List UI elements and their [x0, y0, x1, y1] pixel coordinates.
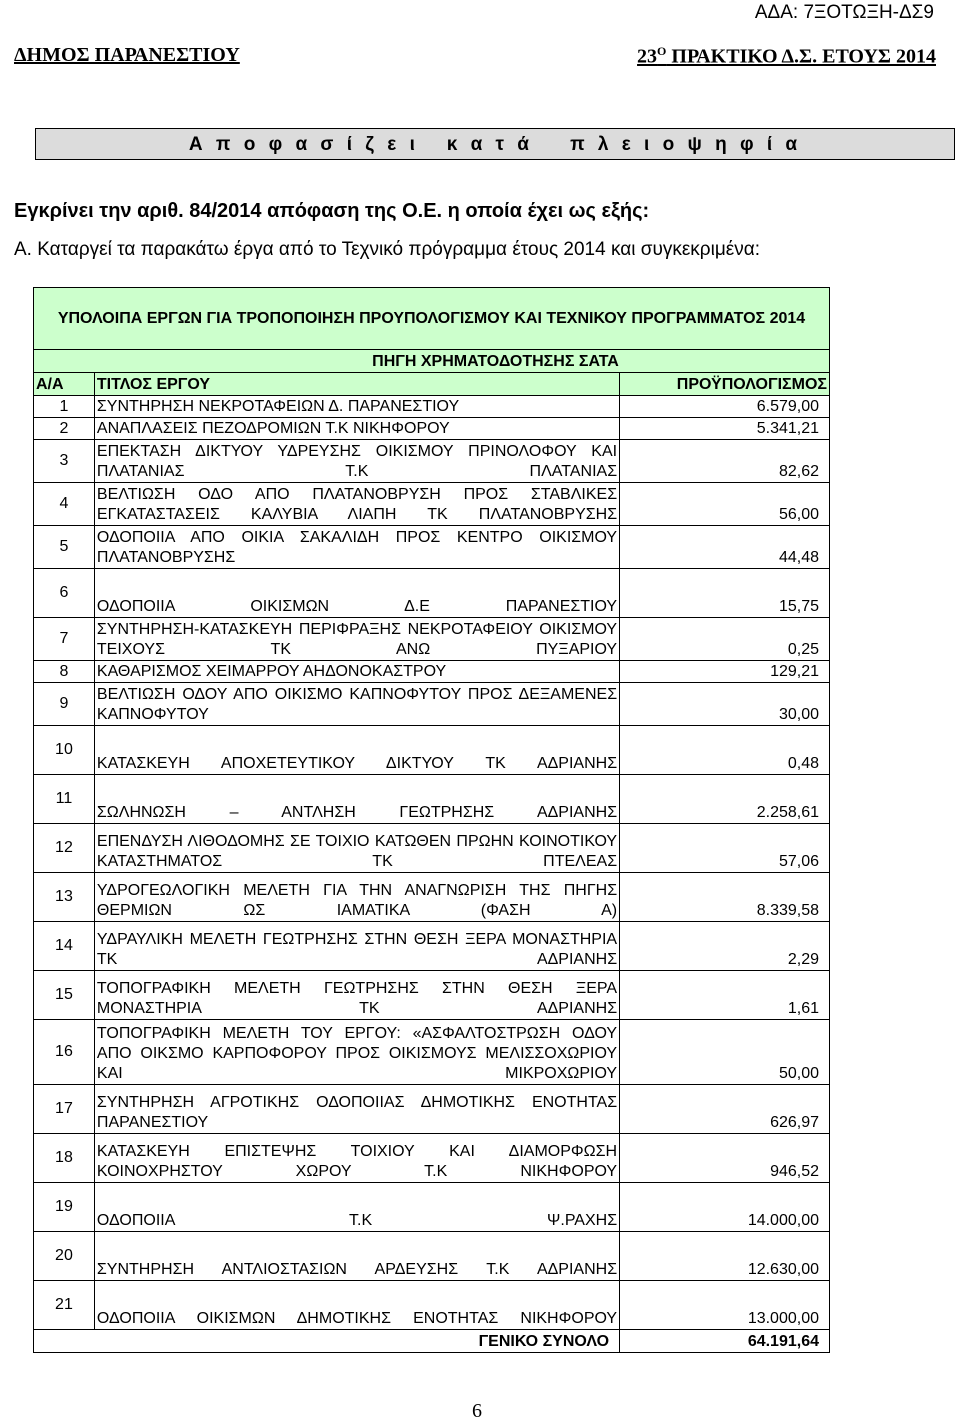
- project-budget: 5.341,21: [620, 418, 830, 440]
- project-title: ΕΠΕΚΤΑΣΗ ΔΙΚΤΥΟΥ ΥΔΡΕΥΣΗΣ ΟΙΚΙΣΜΟΥ ΠΡΙΝΟΛΟΦΟΥ ΚΑΙ ΠΛΑΤΑΝΙΑΣ Τ.Κ ΠΛΑΤΑΝΙΑΣ: [94, 440, 619, 483]
- table-row: [34, 1085, 830, 1134]
- minutes-header: [637, 44, 936, 69]
- project-title: ΚΑΤΑΣΚΕΥΗ ΑΠΟΧΕΤΕΥΤΙΚΟΥ ΔΙΚΤΥΟΥ ΤΚ ΑΔΡΙΑΝΗΣ: [94, 726, 619, 775]
- row-number: 16: [34, 1020, 95, 1085]
- project-title: ΟΔΟΠΟΙΙΑ ΟΙΚΙΣΜΩΝ ΔΗΜΟΤΙΚΗΣ ΕΝΟΤΗΤΑΣ ΝΙΚΗΦΟΡΟΥ: [94, 1281, 619, 1330]
- project-budget: 44,48: [620, 526, 830, 569]
- project-budget: 15,75: [620, 569, 830, 618]
- row-number: 17: [34, 1085, 95, 1134]
- table-row: [34, 1232, 830, 1281]
- column-header-title: ΤΙΤΛΟΣ ΕΡΓΟΥ: [94, 373, 619, 396]
- row-number: 20: [34, 1232, 95, 1281]
- total-amount: 64.191,64: [620, 1330, 830, 1353]
- table-row: [34, 1281, 830, 1330]
- project-title: ΣΥΝΤΗΡΗΣΗ ΑΓΡΟΤΙΚΗΣ ΟΔΟΠΟΙΙΑΣ ΔΗΜΟΤΙΚΗΣ ΕΝΟΤΗΤΑΣ ΠΑΡΑΝΕΣΤΙΟΥ: [94, 1085, 619, 1134]
- project-title: ΒΕΛΤΙΩΣΗ ΟΔΟ ΑΠΟ ΠΛΑΤΑΝΟΒΡΥΣΗ ΠΡΟΣ ΣΤΑΒΛΙΚΕΣ ΕΓΚΑΤΑΣΤΑΣΕΙΣ ΚΑΛΥΒΙΑ ΛΙΑΠΗ ΤΚ ΠΛΑΤΑΝΟΒΡΥΣΗΣ: [94, 483, 619, 526]
- table-title: ΥΠΟΛΟΙΠΑ ΕΡΓΩΝ ΓΙΑ ΤΡΟΠΟΠΟΙΗΣΗ ΠΡΟΥΠΟΛΟΓΙΣΜΟΥ ΚΑΙ ΤΕΧΝΙΚΟΥ ΠΡΟΓΡΑΜΜΑΤΟΣ 2014: [34, 288, 830, 350]
- table-row: [34, 661, 830, 683]
- project-budget: 50,00: [620, 1020, 830, 1085]
- project-title: ΣΥΝΤΗΡΗΣΗ ΝΕΚΡΟΤΑΦΕΙΩΝ Δ. ΠΑΡΑΝΕΣΤΙΟΥ: [94, 396, 619, 418]
- table-row: [34, 726, 830, 775]
- project-title: ΚΑΤΑΣΚΕΥΗ ΕΠΙΣΤΕΨΗΣ ΤΟΙΧΙΟΥ ΚΑΙ ΔΙΑΜΟΡΦΩΣΗ ΚΟΙΝΟΧΡΗΣΤΟΥ ΧΩΡΟΥ Τ.Κ ΝΙΚΗΦΟΡΟΥ: [94, 1134, 619, 1183]
- project-budget: 30,00: [620, 683, 830, 726]
- municipality-header: ΔΗΜΟΣ ΠΑΡΑΝΕΣΤΙΟΥ: [14, 44, 240, 66]
- cancel-text: Α. Καταργεί τα παρακάτω έργα από το Τεχνικό πρόγραμμα έτους 2014 και συγκεκριμένα:: [14, 239, 761, 260]
- minutes-number: 23: [637, 45, 658, 68]
- project-title: ΣΩΛΗΝΩΣΗ – ΑΝΤΛΗΣΗ ΓΕΩΤΡΗΣΗΣ ΑΔΡΙΑΝΗΣ: [94, 775, 619, 824]
- table-row: [34, 775, 830, 824]
- project-budget: 82,62: [620, 440, 830, 483]
- row-number: 3: [34, 440, 95, 483]
- table-row: [34, 873, 830, 922]
- project-budget: 626,97: [620, 1085, 830, 1134]
- table-row: [34, 971, 830, 1020]
- table-row: [34, 1134, 830, 1183]
- table-row: [34, 618, 830, 661]
- minutes-title: ΠΡΑΚΤΙΚΟ Δ.Σ. ΕΤΟΥΣ 2014: [666, 45, 936, 68]
- table-row: [34, 483, 830, 526]
- project-budget: 13.000,00: [620, 1281, 830, 1330]
- project-budget: 1,61: [620, 971, 830, 1020]
- project-title: ΣΥΝΤΗΡΗΣΗ-ΚΑΤΑΣΚΕΥΗ ΠΕΡΙΦΡΑΞΗΣ ΝΕΚΡΟΤΑΦΕΙΟΥ ΟΙΚΙΣΜΟΥ ΤΕΙΧΟΥΣ ΤΚ ΑΝΩ ΠΥΞΑΡΙΟΥ: [94, 618, 619, 661]
- funding-source: ΠΗΓΗ ΧΡΗΜΑΤΟΔΟΤΗΣΗΣ ΣΑΤΑ: [34, 350, 830, 373]
- project-budget: 946,52: [620, 1134, 830, 1183]
- row-number: 19: [34, 1183, 95, 1232]
- project-title: ΥΔΡΑΥΛΙΚΗ ΜΕΛΕΤΗ ΓΕΩΤΡΗΣΗΣ ΣΤΗΝ ΘΕΣΗ ΞΕΡΑ ΜΟΝΑΣΤΗΡΙΑ ΤΚ ΑΔΡΙΑΝΗΣ: [94, 922, 619, 971]
- page-number: 6: [472, 1400, 482, 1422]
- table-row: [34, 1183, 830, 1232]
- row-number: 1: [34, 396, 95, 418]
- total-row: [34, 1330, 830, 1353]
- row-number: 9: [34, 683, 95, 726]
- row-number: 4: [34, 483, 95, 526]
- table-row: [34, 526, 830, 569]
- row-number: 2: [34, 418, 95, 440]
- column-header-no: Α/Α: [34, 373, 95, 396]
- table-row: [34, 569, 830, 618]
- table-row: [34, 1020, 830, 1085]
- row-number: 21: [34, 1281, 95, 1330]
- funding-source-row: [34, 350, 830, 373]
- project-title: ΕΠΕΝΔΥΣΗ ΛΙΘΟΔΟΜΗΣ ΣΕ ΤΟΙΧΙΟ ΚΑΤΩΘΕΝ ΠΡΩΗΝ ΚΟΙΝΟΤΙΚΟΥ ΚΑΤΑΣΤΗΜΑΤΟΣ ΤΚ ΠΤΕΛΕΑΣ: [94, 824, 619, 873]
- project-title: ΣΥΝΤΗΡΗΣΗ ΑΝΤΛΙΟΣΤΑΣΙΩΝ ΑΡΔΕΥΣΗΣ Τ.Κ ΑΔΡΙΑΝΗΣ: [94, 1232, 619, 1281]
- project-title: ΚΑΘΑΡΙΣΜΟΣ ΧΕΙΜΑΡΡΟΥ ΑΗΔΟΝΟΚΑΣΤΡΟΥ: [94, 661, 619, 683]
- row-number: 15: [34, 971, 95, 1020]
- row-number: 18: [34, 1134, 95, 1183]
- project-budget: 6.579,00: [620, 396, 830, 418]
- row-number: 6: [34, 569, 95, 618]
- table-row: [34, 440, 830, 483]
- projects-table: [33, 287, 830, 1353]
- ada-code: ΑΔΑ: 7ΞΟΤΩΞΗ-ΔΣ9: [754, 2, 934, 23]
- row-number: 8: [34, 661, 95, 683]
- project-title: ΟΔΟΠΟΙΙΑ Τ.Κ Ψ.ΡΑΧΗΣ: [94, 1183, 619, 1232]
- project-budget: 0,48: [620, 726, 830, 775]
- project-budget: 12.630,00: [620, 1232, 830, 1281]
- row-number: 5: [34, 526, 95, 569]
- project-title: ΑΝΑΠΛΑΣΕΙΣ ΠΕΖΟΔΡΟΜΙΩΝ Τ.Κ ΝΙΚΗΦΟΡΟΥ: [94, 418, 619, 440]
- decision-text: Εγκρίνει την αριθ. 84/2014 απόφαση της Ο.Ε. η οποία έχει ως εξής:: [14, 200, 650, 222]
- project-title: ΤΟΠΟΓΡΑΦΙΚΗ ΜΕΛΕΤΗ ΤΟΥ ΕΡΓΟΥ: «ΑΣΦΑΛΤΟΣΤΡΩΣΗ ΟΔΟΥ ΑΠΟ ΟΙΚΣΜΟ ΚΑΡΠΟΦΟΡΟΥ ΠΡΟΣ ΟΙΚΙΣΜΟΥΣ ΜΕΛΙΣΣΟΧΩΡΙΟΥ ΚΑΙ ΜΙΚΡΟΧΩΡΙΟΥ: [94, 1020, 619, 1085]
- project-title: ΟΔΟΠΟΙΙΑ ΟΙΚΙΣΜΩΝ Δ.Ε ΠΑΡΑΝΕΣΤΙΟΥ: [94, 569, 619, 618]
- table-row: [34, 824, 830, 873]
- column-header-budget: ΠΡΟΫΠΟΛΟΓΙΣΜΟΣ: [620, 373, 830, 396]
- project-budget: 56,00: [620, 483, 830, 526]
- project-budget: 57,06: [620, 824, 830, 873]
- project-budget: 129,21: [620, 661, 830, 683]
- row-number: 11: [34, 775, 95, 824]
- row-number: 7: [34, 618, 95, 661]
- project-budget: 8.339,58: [620, 873, 830, 922]
- row-number: 10: [34, 726, 95, 775]
- table-title-row: [34, 288, 830, 350]
- table-row: [34, 922, 830, 971]
- table-row: [34, 418, 830, 440]
- row-number: 13: [34, 873, 95, 922]
- table-row: [34, 683, 830, 726]
- row-number: 14: [34, 922, 95, 971]
- project-title: ΤΟΠΟΓΡΑΦΙΚΗ ΜΕΛΕΤΗ ΓΕΩΤΡΗΣΗΣ ΣΤΗΝ ΘΕΣΗ ΞΕΡΑ ΜΟΝΑΣΤΗΡΙΑ ΤΚ ΑΔΡΙΑΝΗΣ: [94, 971, 619, 1020]
- minutes-superscript: Ο: [657, 44, 667, 58]
- project-title: ΟΔΟΠΟΙΙΑ ΑΠΟ ΟΙΚΙΑ ΣΑΚΑΛΙΔΗ ΠΡΟΣ ΚΕΝΤΡΟ ΟΙΚΙΣΜΟΥ ΠΛΑΤΑΝΟΒΡΥΣΗΣ: [94, 526, 619, 569]
- project-budget: 2,29: [620, 922, 830, 971]
- row-number: 12: [34, 824, 95, 873]
- project-title: ΥΔΡΟΓΕΩΛΟΓΙΚΗ ΜΕΛΕΤΗ ΓΙΑ ΤΗΝ ΑΝΑΓΝΩΡΙΣΗ ΤΗΣ ΠΗΓΗΣ ΘΕΡΜΙΩΝ ΩΣ ΙΑΜΑΤΙΚΑ (ΦΑΣΗ Α): [94, 873, 619, 922]
- project-title: ΒΕΛΤΙΩΣΗ ΟΔΟΥ ΑΠΟ ΟΙΚΙΣΜΟ ΚΑΠΝΟΦΥΤΟΥ ΠΡΟΣ ΔΕΞΑΜΕΝΕΣ ΚΑΠΝΟΦΥΤΟΥ: [94, 683, 619, 726]
- total-label: ΓΕΝΙΚΟ ΣΥΝΟΛΟ: [34, 1330, 620, 1353]
- decision-banner: Α π ο φ α σ ί ζ ε ι κ α τ ά π λ ε ι ο ψ η φ ί α: [35, 128, 955, 160]
- table-row: [34, 396, 830, 418]
- project-budget: 2.258,61: [620, 775, 830, 824]
- table-header-row: [34, 373, 830, 396]
- project-budget: 0,25: [620, 618, 830, 661]
- project-budget: 14.000,00: [620, 1183, 830, 1232]
